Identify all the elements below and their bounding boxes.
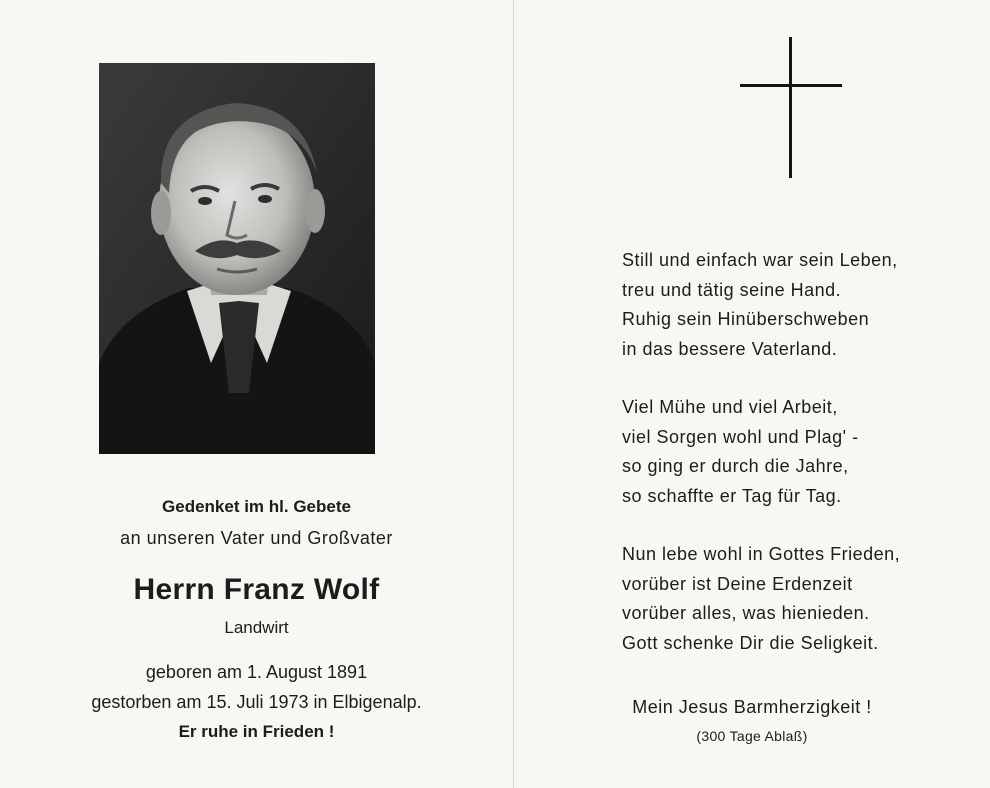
portrait-photo bbox=[99, 63, 375, 454]
occupation: Landwirt bbox=[224, 618, 289, 637]
poem-line: Nun lebe wohl in Gottes Frieden, bbox=[622, 544, 901, 564]
poem-line: vorüber ist Deine Erdenzeit bbox=[622, 573, 853, 594]
rest-in-peace: Er ruhe in Frieden ! bbox=[178, 722, 335, 741]
deceased-name: Herrn Franz Wolf bbox=[133, 573, 380, 606]
death-date: gestorben am 15. Juli 1973 in Elbigenalp. bbox=[91, 692, 422, 712]
poem-line: viel Sorgen wohl und Plag' - bbox=[622, 426, 859, 447]
poem-line: Ruhig sein Hinüberschweben bbox=[622, 309, 870, 329]
birth-date: geboren am 1. August 1891 bbox=[145, 662, 368, 682]
poem-stanza bbox=[622, 246, 900, 364]
indulgence-note: (300 Tage Ablaß) bbox=[696, 728, 808, 744]
dedication-line: an unseren Vater und Großvater bbox=[120, 528, 393, 548]
closing-prayer: Mein Jesus Barmherzigkeit ! bbox=[632, 697, 872, 717]
poem-line: Viel Mühe und viel Arbeit, bbox=[622, 397, 838, 417]
poem-stanza bbox=[622, 540, 900, 658]
prayer-heading: Gedenket im hl. Gebete bbox=[162, 497, 351, 516]
poem-line: Still und einfach war sein Leben, bbox=[622, 250, 898, 270]
portrait-illustration bbox=[99, 63, 375, 454]
poem-line: so schaffte er Tag für Tag. bbox=[622, 485, 842, 506]
poem-line: vorüber alles, was hienieden. bbox=[622, 603, 870, 623]
poem-stanza bbox=[622, 393, 900, 511]
poem-line: in das bessere Vaterland. bbox=[622, 338, 838, 359]
poem bbox=[622, 246, 900, 687]
poem-line: so ging er durch die Jahre, bbox=[622, 456, 849, 476]
cross-icon bbox=[740, 37, 842, 178]
poem-line: treu und tätig seine Hand. bbox=[622, 279, 842, 300]
poem-line: Gott schenke Dir die Seligkeit. bbox=[622, 632, 879, 653]
